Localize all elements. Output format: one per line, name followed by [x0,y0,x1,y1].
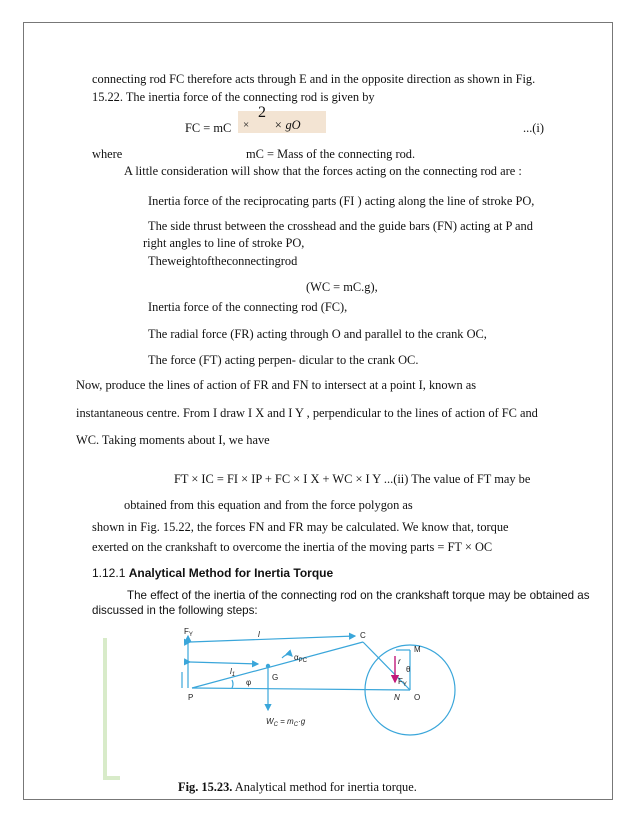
dimension-l [190,636,355,642]
para2-line3: WC. Taking moments about I, we have [76,433,270,447]
eq1-times: × [243,119,250,131]
eq1-rest: × gO [274,118,301,132]
force-item-2-cont: right angles to line of stroke PO, [143,236,305,250]
section-number: 1.12.1 [92,566,126,580]
label-m: M [414,645,421,654]
label-l1: $l_1$ [230,667,236,678]
caption-text: Analytical method for inertia torque. [232,780,417,794]
para3-line2: shown in Fig. 15.22, the forces FN and FR may be calculated. We know that, torque [92,520,509,534]
figure-caption [178,780,417,795]
section-heading [92,566,333,581]
label-theta: θ [406,665,411,674]
para2-line1: Now, produce the lines of action of FR and FN to intersect at a point I, known as [76,378,477,392]
where-word: where [92,147,123,161]
force-item-2: The side thrust between the crosshead and the guide bars (FN) acting at P and [148,219,533,233]
line-of-stroke [192,688,410,690]
para1-line2: 15.22. The inertia force of the connecting rod is given by [92,90,375,104]
label-l: l [258,630,260,639]
label-o: O [414,693,421,702]
force-item-1: Inertia force of the reciprocating parts (FI ) acting along the line of stroke PO, [148,194,535,208]
para4-line1: The effect of the inertia of the connecting rod on the crankshaft torque may be obtained as [127,589,590,602]
force-item-3: Theweightoftheconnectingrod [148,254,298,268]
point-g [266,664,270,668]
label-fy-top: $F_Y$ [184,627,193,638]
para2-line2: instantaneous centre. From I draw I X and I Y , perpendicular to the lines of action of FC and [76,406,538,420]
para1-line1: connecting rod FC therefore acts through E and in the opposite direction as shown in Fig. [92,72,536,86]
label-p: P [188,693,194,702]
force-item-4: Inertia force of the connecting rod (FC), [148,300,348,314]
phi-arc [232,680,233,688]
eq1-number: ...(i) [523,121,544,135]
where-definition: mC = Mass of the connecting rod. [246,147,416,161]
label-phi: φ [246,678,252,687]
section-title: Analytical Method for Inertia Torque [128,566,334,580]
eq2: FT × IC = FI × IP + FC × I X + WC × I Y ...(ii) The value of FT may be [174,472,531,486]
force-item-6: The force (FT) acting perpen- dicular to the crank OC. [148,353,419,367]
para3-line3: exerted on the crankshaft to overcome the inertia of the moving parts = FT × OC [92,540,493,554]
label-wc: $W_C = m_C\cdot g$ [266,717,306,728]
para4-line2: discussed in the following steps: [92,604,258,617]
eq1-lhs: FC = mC [185,121,232,135]
inertia-torque-diagram [170,624,460,774]
label-n: N [394,693,400,702]
eq1-superscript: 2 [258,104,266,121]
alpha-arc [282,654,292,658]
decorative-bracket [103,638,120,780]
para3-line1: obtained from this equation and from the force polygon as [124,498,413,512]
force-item-3-formula: (WC = mC.g), [306,280,378,294]
label-c: C [360,631,366,640]
label-alpha: $\alpha_{PC}$ [294,653,307,664]
label-g: G [272,673,279,682]
forces-intro: A little consideration will show that the forces acting on the connecting rod are : [124,164,522,178]
dimension-l1 [190,662,258,664]
force-item-5: The radial force (FR) acting through O and parallel to the crank OC, [148,327,487,341]
label-r: r [398,657,401,666]
label-fy-right: $F_Y$ [398,677,407,688]
caption-label: Fig. 15.23. [178,780,233,794]
